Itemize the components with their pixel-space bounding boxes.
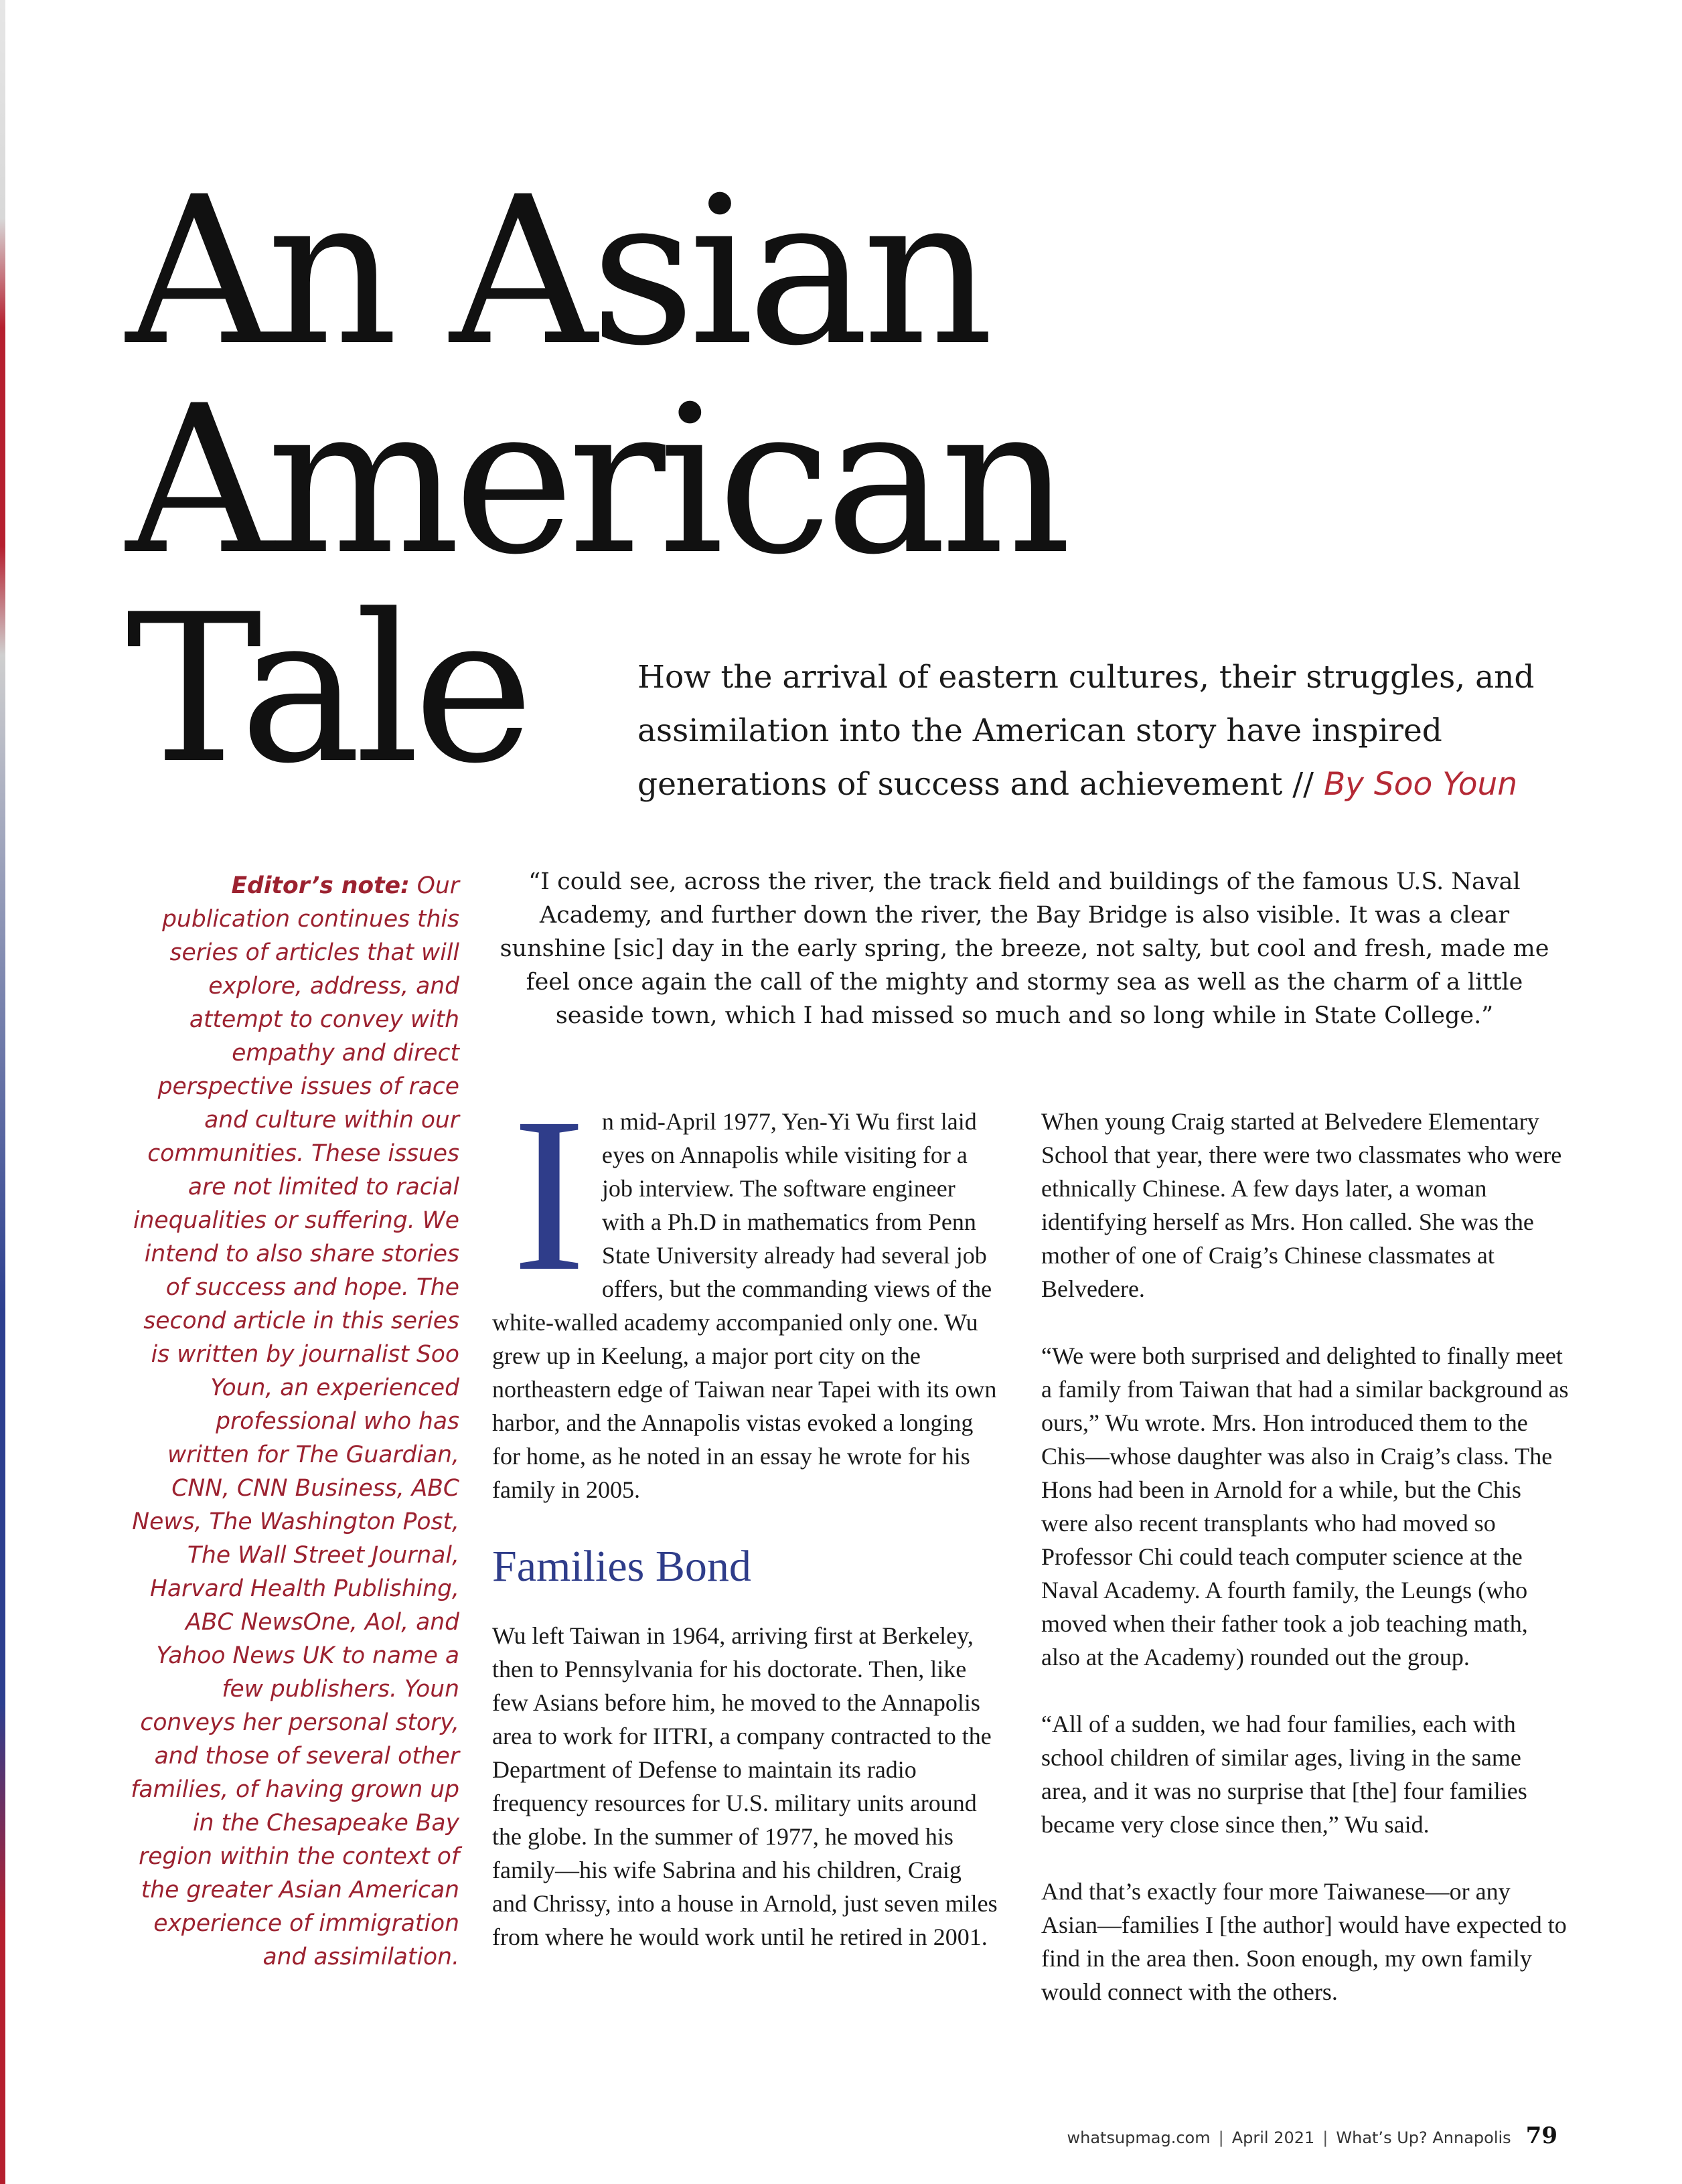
body-paragraph-4: “We were both surprised and delighted to finally meet a family from Taiwan that had a similar background as ours,” Wu wrote. Mrs. Hon introduced them to the Chis—whose daughter was also in Craig’s class. The Hons had been in Arnold for a while, but the Chis were also recent transplants who had moved so Professor Chi could teach computer science at the Naval Academy. A fourth family, the Leungs (who moved when their father took a job teaching math, also at the Academy) rounded out the group. xyxy=(1041,1342,1569,1670)
pull-quote: “I could see, across the river, the track field and buildings of the famous U.S. Naval Academy, and further down the river, the Bay Bridge is also visible. It was a clear sunshine [sic] day in the early spring, the breeze, not salty, but cool and fresh, made me feel once again the call of the mighty and stormy sea as well as the charm of a little seaside town, which I had missed so much and so long while in State College.” xyxy=(500,868,1549,1029)
footer-publication: What’s Up? Annapolis xyxy=(1336,2128,1511,2147)
page-number: 79 xyxy=(1525,2122,1557,2149)
drop-cap: I xyxy=(512,1073,586,1317)
editor-note-label: Editor’s note: xyxy=(231,872,410,899)
editor-note-text: Our publication continues this series of articles that will explore, address, and attempt to convey with empathy and direct perspective issues of race and culture within our communities. These issues are not limited to racial inequalities or suffering. We intend to also share stories of success and hope. The second article in this series is written by journalist Soo Youn, an experienced professional who has written for The Guardian, CNN, CNN Business, ABC News, The Washington Post, The Wall Street Journal, Harvard Health Publishing, ABC NewsOne, Aol, and Yahoo News UK to name a few publishers. Youn conveys her personal story, and those of several other families, of having grown up in the Chesapeake Bay region within the context of the greater Asian American experience of immigration and assimilation. xyxy=(131,872,459,1970)
editor-note xyxy=(127,869,459,1974)
page-footer xyxy=(1067,2122,1558,2149)
body-paragraph-6: And that’s exactly four more Taiwanese—or any Asian—families I [the author] would have expected to find in the area then. Soon enough, my own family would connect with the others. xyxy=(1041,1878,1567,2005)
footer-site: whatsupmag.com xyxy=(1067,2128,1211,2147)
subhead-families-bond: Families Bond xyxy=(492,1542,751,1591)
title-line-1: An Asian xyxy=(126,153,988,390)
byline: By Soo Youn xyxy=(1323,766,1518,803)
title-line-3: Tale xyxy=(126,570,528,808)
title-line-2: American xyxy=(126,362,1065,599)
intro-text: n mid-April 1977, Yen-Yi Wu first laid eyes on Annapolis while visiting for a job interview. The software engineer with a Ph.D in mathematics from Penn State University already had several job offers, but the commanding views of the white-walled academy accompanied only one. Wu grew up in Keelung, a major port city on the northeastern edge of Taiwan near Tapei with its own harbor, and the Annapolis vistas evoked a longing for home, as he noted in an essay he wrote for his family in 2005. xyxy=(492,1108,997,1503)
intro-paragraph xyxy=(492,1073,1001,1506)
body-paragraph-3: When young Craig started at Belvedere Elementary School that year, there were two classmates who were ethnically Chinese. A few days later, a woman identifying herself as Mrs. Hon called. She was the mother of one of Craig’s Chinese classmates at Belvedere. xyxy=(1041,1108,1562,1302)
deck-text: How the arrival of eastern cultures, their struggles, and assimilation into the American story have inspired generations of success and achievement // xyxy=(637,659,1535,803)
body-paragraph-5: “All of a sudden, we had four families, each with school children of similar ages, living in the same area, and it was no surprise that [the] four families became very close since then,” Wu said. xyxy=(1041,1711,1527,1838)
body-paragraph-2: Wu left Taiwan in 1964, arriving first at Berkeley, then to Pennsylvania for his doctorate. Then, like few Asians before him, he moved to the Annapolis area to work for IITRI, a company contracted to the Department of Defense to maintain its radio frequency resources for U.S. military units around the globe. In the summer of 1977, he moved his family—his wife Sabrina and his children, Craig and Chrissy, into a house in Arnold, just seven miles from where he would work until he retired in 2001. xyxy=(492,1622,998,1950)
page-edge-strip xyxy=(0,0,5,2184)
footer-separator: | xyxy=(1322,2128,1328,2147)
footer-issue: April 2021 xyxy=(1231,2128,1315,2147)
body-column-right xyxy=(1041,1105,1570,2042)
body-column-left xyxy=(492,1073,1001,1987)
footer-separator: | xyxy=(1218,2128,1224,2147)
article-deck xyxy=(637,651,1561,811)
